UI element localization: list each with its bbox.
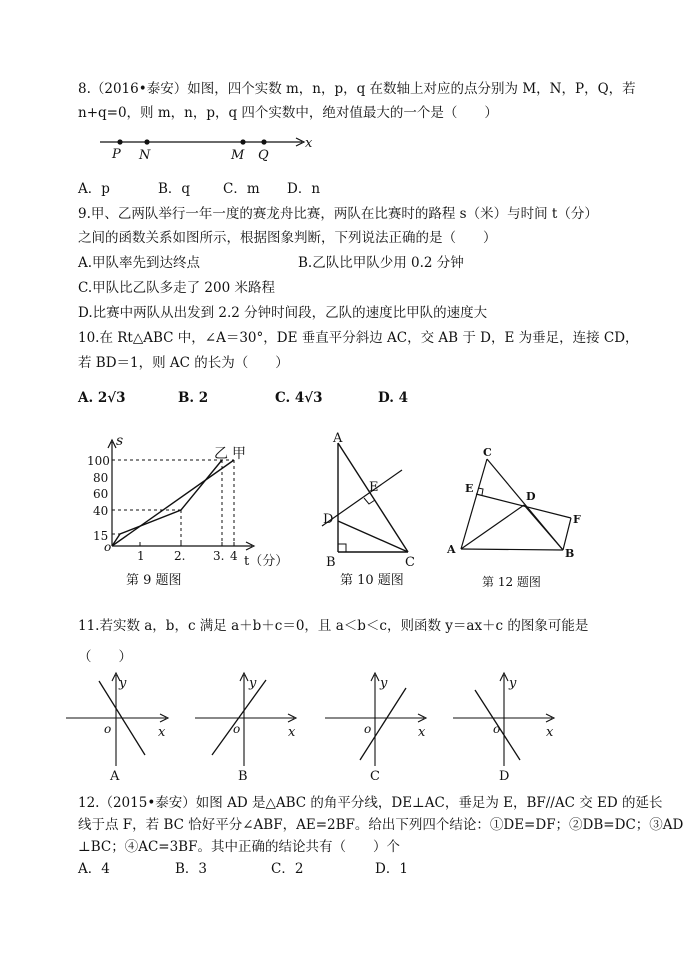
q8-option-b: B．q (158, 181, 191, 197)
q12-option-c: C．2 (271, 861, 304, 877)
graph-b-x: x (288, 725, 296, 740)
caption-fig12: 第 12 题图 (482, 575, 541, 589)
q10-option-d: D. 4 (378, 390, 409, 406)
tick-40: 40 (93, 504, 109, 518)
tick-2: 2. (174, 549, 186, 563)
q11-graph-a (66, 673, 168, 784)
caption-fig9: 第 9 题图 (126, 573, 182, 588)
q9-option-d: D.比赛中两队从出发到 2.2 分钟时间段，乙队的速度比甲队的速度大 (78, 305, 488, 321)
graph-d-y: y (509, 676, 517, 691)
fig10-point-a: A (333, 431, 343, 446)
q11-graph-d (453, 673, 554, 784)
label-yi: 乙 (214, 446, 228, 462)
label-jia: 甲 (232, 446, 246, 462)
caption-fig10: 第 10 题图 (340, 573, 404, 588)
q11-graph-b (195, 673, 296, 784)
q10-option-c: C. 4√3 (275, 390, 323, 406)
graph-b-label: B (238, 769, 248, 784)
tick-80: 80 (93, 471, 109, 485)
fig12-point-d: D (526, 490, 536, 503)
q11-line2: （ ） (78, 649, 132, 665)
q8-option-c: C．m (223, 181, 260, 197)
q11-line1: 11.若实数 a，b，c 满足 a＋b＋c＝0，且 a＜b＜c，则函数 y＝ax＋c 的图象可能是 (78, 618, 589, 634)
q8-line1: 8.（2016•泰安）如图，四个实数 m，n，p，q 在数轴上对应的点分别为 M，N，P，Q，若 (78, 81, 636, 97)
graph-a-label: A (110, 769, 120, 784)
graph-d-label: D (499, 769, 510, 784)
q12-option-a: A．4 (78, 861, 110, 877)
tick-60: 60 (93, 487, 109, 501)
q9-option-b: B.乙队比甲队少用 0.2 分钟 (298, 255, 464, 271)
q12-option-b: B．3 (175, 861, 208, 877)
q9-line2: 之间的函数关系如图所示，根据图象判断，下列说法正确的是（ ） (78, 230, 497, 246)
graph-c-label: C (370, 769, 380, 784)
label-x: x (305, 136, 313, 151)
fig12-point-f: F (573, 513, 581, 526)
tick-15: 15 (93, 529, 109, 543)
q9-line1: 9.甲、乙两队举行一年一度的赛龙舟比赛，两队在比赛时的路程 s（米）与时间 t（分） (78, 206, 598, 222)
tick-3: 3. (213, 549, 225, 563)
fig12-point-e: E (465, 482, 474, 495)
q10-option-b: B. 2 (178, 390, 209, 406)
fig10-point-d: D (323, 512, 334, 527)
graph-a-o: o (104, 722, 112, 736)
q12-option-d: D．1 (375, 861, 408, 877)
tick-100: 100 (87, 454, 110, 468)
graph-a-y: y (119, 676, 127, 691)
origin-o: o (104, 540, 112, 554)
tick-1: 1 (137, 549, 145, 563)
q10-line1: 10.在 Rt△ABC 中，∠A＝30°，DE 垂直平分斜边 AC，交 AB 于 D，E 为垂足，连接 CD， (78, 330, 639, 346)
q12-line1: 12.（2015•泰安）如图 AD 是△ABC 的角平分线，DE⊥AC，垂足为 E，BF//AC 交 ED 的延长 (78, 795, 663, 811)
q10-option-a: A. 2√3 (78, 390, 126, 406)
label-p: P (112, 147, 121, 162)
fig12-point-b: B (565, 547, 575, 560)
graph-c-y: y (380, 676, 388, 691)
graph-c-x: x (418, 725, 426, 740)
graph-a-x: x (158, 725, 166, 740)
fig12-point-c: C (483, 446, 492, 459)
graph-b-o: o (233, 722, 241, 736)
q11-graph-c (325, 673, 426, 784)
q8-option-d: D．n (287, 181, 321, 197)
fig12-point-a: A (447, 543, 456, 556)
q12-line2: 线于点 F，若 BC 恰好平分∠ABF，AE=2BF。给出下列四个结论：①DE=DF；②DB=DC；③AD (78, 817, 684, 833)
graph-b-y: y (249, 676, 257, 691)
label-m: M (231, 148, 245, 163)
q8-option-a: A．p (78, 181, 110, 197)
fig10-point-c: C (405, 555, 415, 570)
fig10-point-b: B (326, 555, 336, 570)
axis-label-s: s (116, 433, 124, 449)
tick-4: 4 (230, 549, 238, 563)
q10-line2: 若 BD＝1，则 AC 的长为（ ） (78, 355, 289, 371)
graph-d-o: o (493, 722, 501, 736)
q12-line3: ⊥BC；④AC=3BF。其中正确的结论共有（ ）个 (78, 839, 400, 855)
label-n: N (139, 148, 151, 163)
fig10-point-e: E (369, 480, 379, 495)
q9-option-a: A.甲队率先到达终点 (78, 255, 201, 271)
graph-c-o: o (364, 722, 372, 736)
q8-line2: n+q=0，则 m，n，p，q 四个实数中，绝对值最大的一个是（ ） (78, 105, 498, 121)
label-q: Q (258, 148, 269, 163)
axis-label-t: t（分） (244, 554, 289, 569)
graph-d-x: x (546, 725, 554, 740)
q9-option-c: C.甲队比乙队多走了 200 米路程 (78, 280, 275, 296)
